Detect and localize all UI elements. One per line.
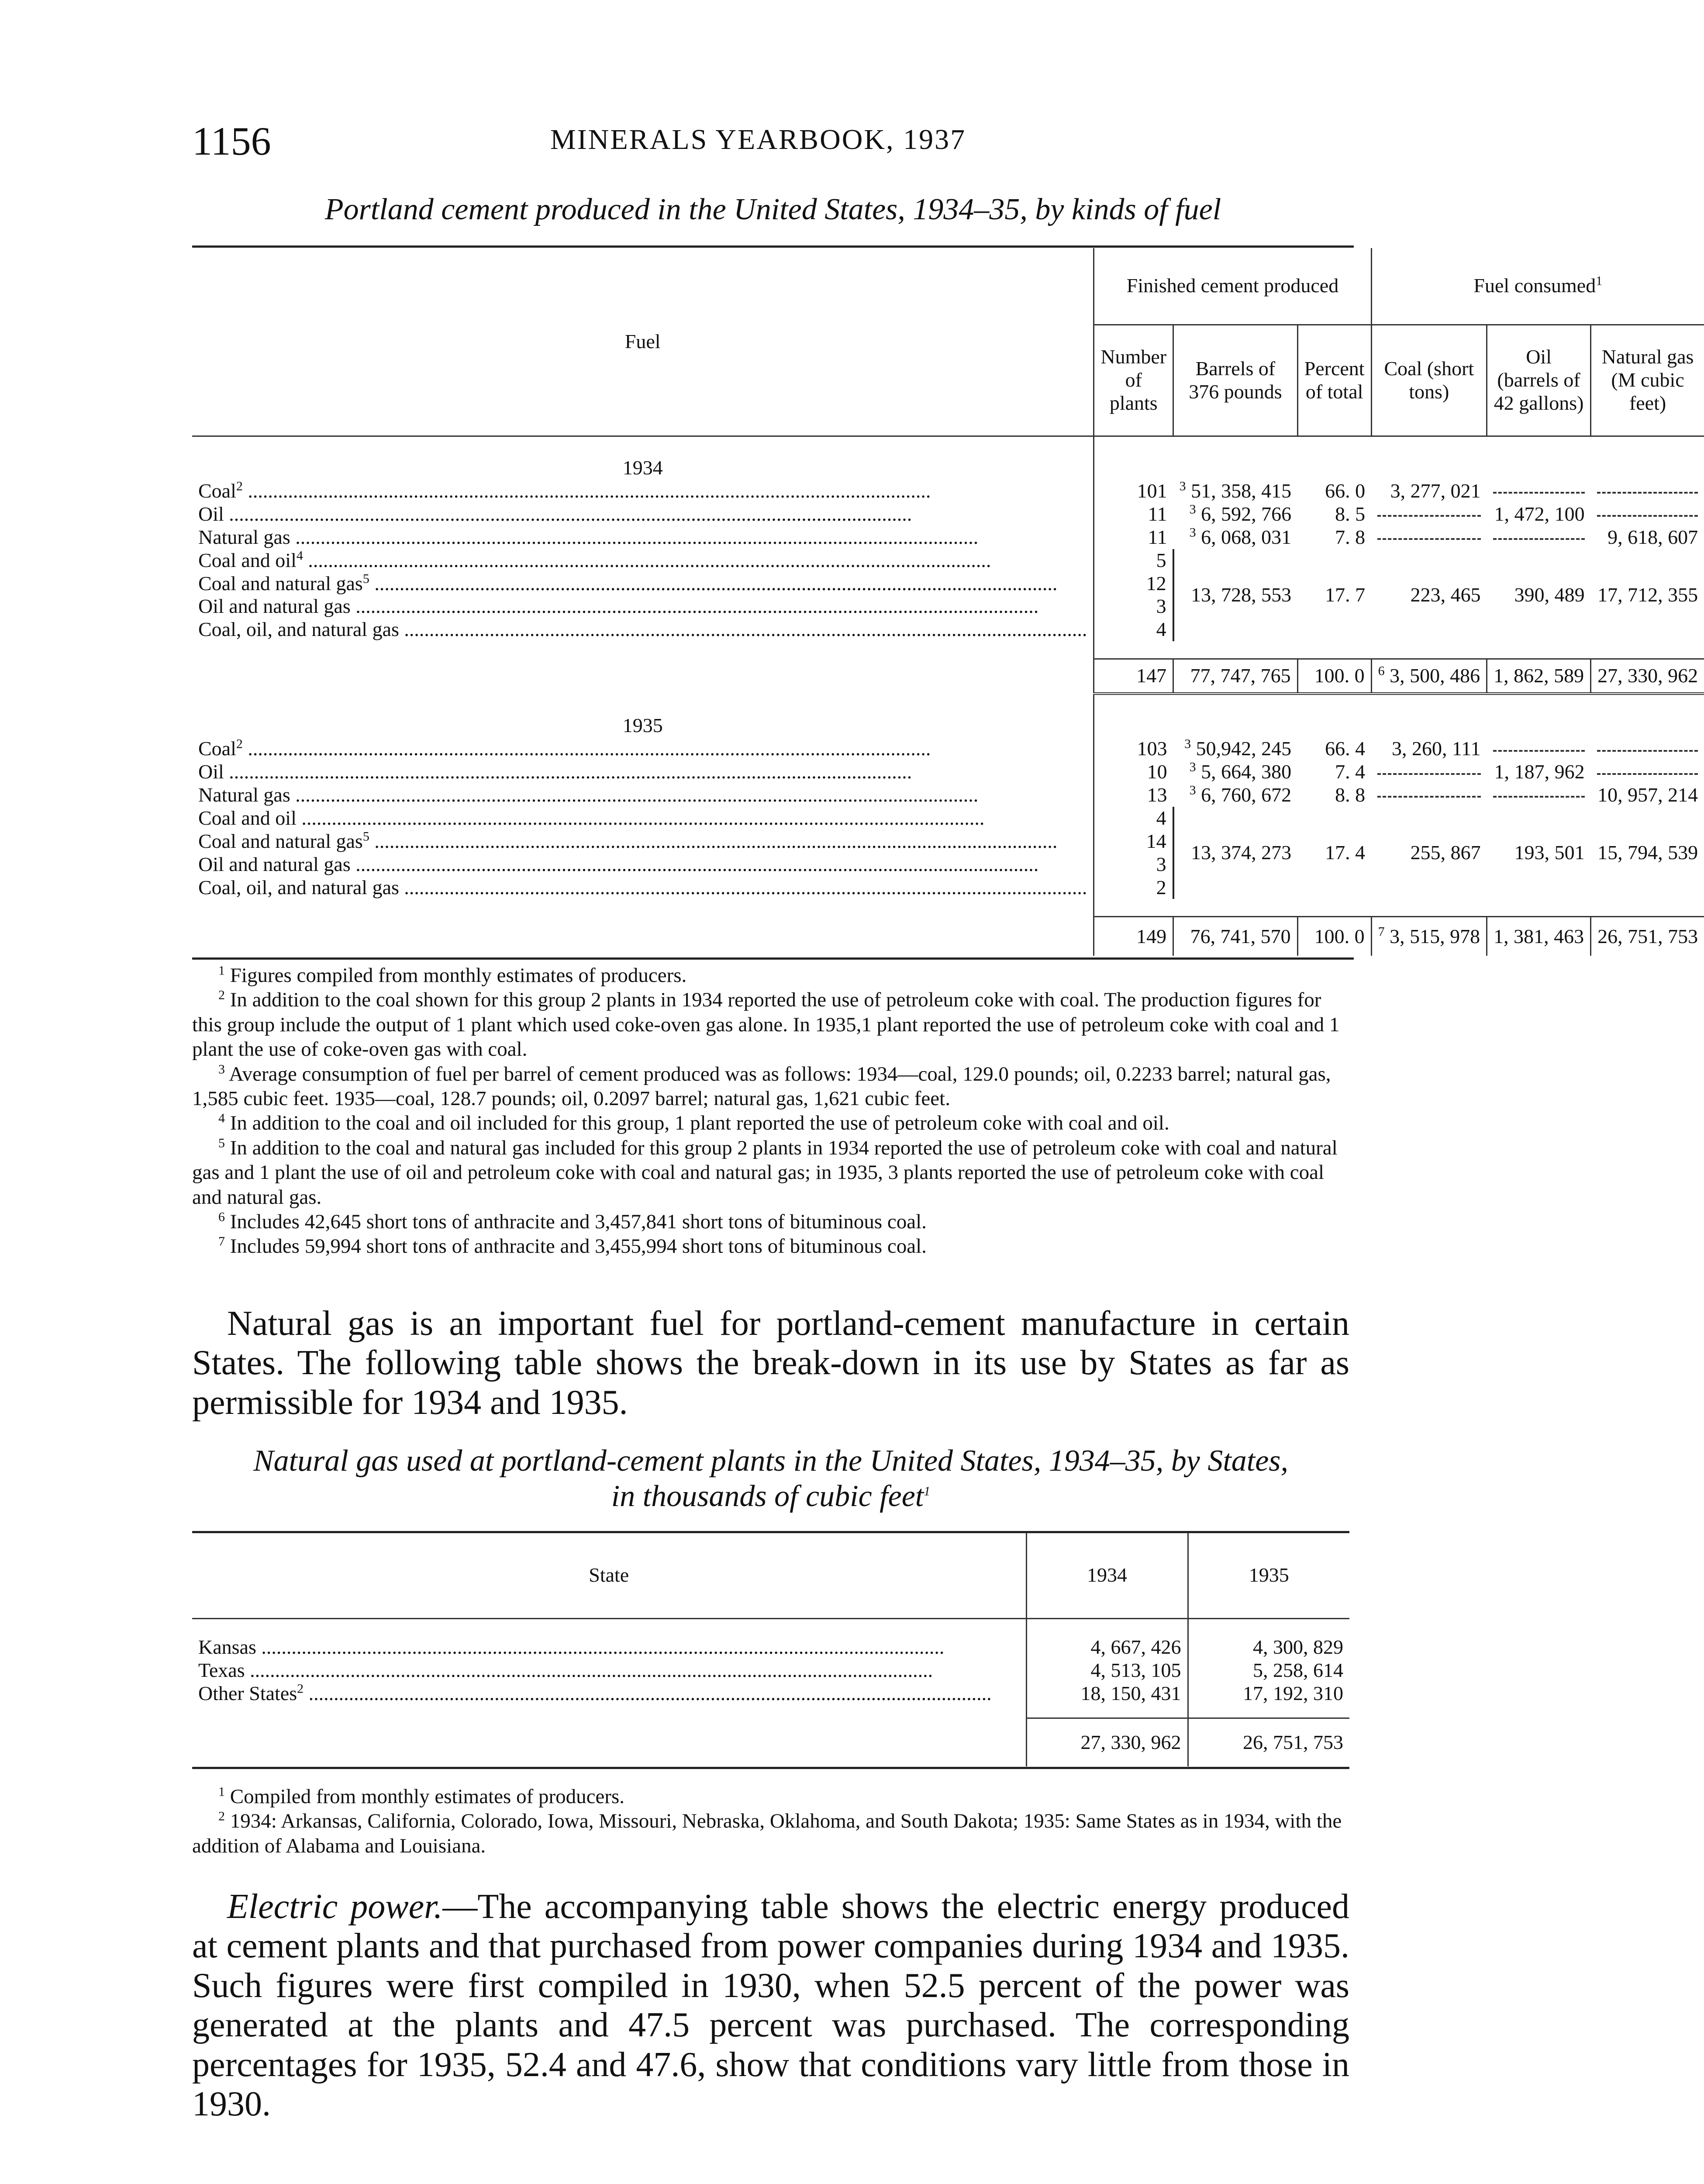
year-row-1935: 1935 xyxy=(192,694,1704,737)
table-row: Coal, oil, and natural gas ..... 2 xyxy=(192,876,1704,899)
table2-total-row: 27, 330, 962 26, 751, 753 xyxy=(192,1718,1349,1766)
table-row: Natural gas ..... 13 $^3$ 6, 760, 672 8. 8 10, 957, 214 xyxy=(192,784,1704,807)
table-row: Oil and natural gas ..... 3 xyxy=(192,853,1704,876)
col-fuel: Fuel xyxy=(192,248,1094,436)
table-row: Coal, oil, and natural gas ..... 4 xyxy=(192,618,1704,641)
table-row: Other States$^2$ ..... 18, 150, 431 17, 192, 310 xyxy=(192,1682,1349,1705)
footnote-2: $^2$ 1934: Arkansas, California, Colorado, Iowa, Missouri, Nebraska, Oklahoma, and South Dakota; 1935: Same States as in 1934, with the addition of Alabama and Louisiana. xyxy=(192,1809,1342,1857)
col-1934: 1934 xyxy=(1026,1533,1188,1618)
table1-top-rule xyxy=(192,245,1354,248)
row-label: Coal$^2$ ..... xyxy=(192,480,1094,503)
table-row: Texas ..... 4, 513, 105 5, 258, 614 xyxy=(192,1659,1349,1682)
col-oil: Oil (barrels of 42 gallons) xyxy=(1487,325,1591,436)
footnote-1: $^1$ Figures compiled from monthly estimates of producers. xyxy=(218,963,687,987)
table2-caption: Natural gas used at portland-cement plants in the United States, 1934–35, by States, in thousands of cubic feet$^1$ xyxy=(253,1444,1289,1513)
footnote-2: $^2$ In addition to the coal shown for this group 2 plants in 1934 reported the use of petroleum coke with coal. The production figures for this group include the output of 1 plant which used coke-oven gas alone. In 1935,1 plant reported the use of petroleum coke with coal and 1 plant the use of coke-oven gas with coal. xyxy=(192,988,1340,1061)
paragraph-electric-power: Electric power.—The accompanying table shows the electric energy produced at cement plants and that purchased from power companies during 1934 and 1935. Such figures were first compiled in 1930, when 52.5 percent of the power was generated at the plants and 47.5 percent was purchased. The corresponding percentages for 1935, 52.4 and 47.6, show that conditions vary little from those in 1930. xyxy=(192,1887,1349,2123)
table-row: Coal and natural gas$^5$ ..... 12 xyxy=(192,572,1704,595)
table-row: Oil ..... 10 $^3$ 5, 664, 380 7. 4 1, 187, 962 xyxy=(192,760,1704,784)
table2-bottom-rule xyxy=(192,1767,1349,1769)
footnote-4: $^4$ In addition to the coal and oil included for this group, 1 plant reported the use of petroleum coke with coal and oil. xyxy=(218,1111,1169,1135)
table1 xyxy=(192,248,1704,956)
col-percent: Percent of total xyxy=(1297,325,1371,436)
footnote-3: $^3$ Average consumption of fuel per barrel of cement produced was as follows: 1934—coal, 129.0 pounds; oil, 0.2233 barrel; natural gas, 1,585 cubic feet. 1935—coal, 128.7 pounds; oil, 0.2097 barrel; natural gas, 1,621 cubic feet. xyxy=(192,1061,1331,1110)
table-row: Coal$^2$ ..... 101 $^3$ 51, 358, 415 66. 0 3, 277, 021 xyxy=(192,480,1704,503)
col-barrels: Barrels of 376 pounds xyxy=(1173,325,1298,436)
table-row: Oil ..... 11 $^3$ 6, 592, 766 8. 5 1, 472, 100 xyxy=(192,503,1704,526)
footnote-5: $^5$ In addition to the coal and natural gas included for this group 2 plants in 1934 reported the use of petroleum coke with coal and natural gas and 1 plant the use of oil and petroleum coke with coal and natural gas; in 1935, 3 plants reported the use of petroleum coke with coal and natural gas. xyxy=(192,1136,1338,1209)
table1-caption: Portland cement produced in the United States, 1934–35, by kinds of fuel xyxy=(324,193,1221,226)
table2-footnotes xyxy=(192,1784,1349,1858)
table-row: Natural gas ..... 11 $^3$ 6, 068, 031 7. 8 9, 618, 607 xyxy=(192,526,1704,549)
table-row: Coal and natural gas$^5$ ..... 14 xyxy=(192,830,1704,853)
table1-bottom-rule xyxy=(192,957,1354,960)
footnote-1: $^1$ Compiled from monthly estimates of producers. xyxy=(218,1784,625,1808)
col-state: State xyxy=(192,1533,1026,1618)
col-gas: Natural gas (M cubic feet) xyxy=(1591,325,1704,436)
col-plants: Number of plants xyxy=(1094,325,1173,436)
book-title: MINERALS YEARBOOK, 1937 xyxy=(550,124,966,156)
footnote-7: $^7$ Includes 59,994 short tons of anthracite and 3,455,994 short tons of bituminous coal. xyxy=(218,1234,927,1258)
col-group-finished: Finished cement produced xyxy=(1094,248,1371,325)
table1-footnotes xyxy=(192,963,1354,1259)
year-label: 1934 xyxy=(622,456,663,479)
mixed-barrels: 13, 728, 553 xyxy=(1173,549,1298,642)
total-row-1935: 149 76, 741, 570 100. 0 $^7$ 3, 515, 978 1, 381, 463 26, 751, 753 xyxy=(192,916,1704,956)
table-row: Coal and oil$^4$ ..... 5 13, 728, 553 17. 7 223, 465 390, 489 17, 712, 355 xyxy=(192,549,1704,572)
col-group-fuel: Fuel consumed$^1$ xyxy=(1371,248,1704,325)
footnote-6: $^6$ Includes 42,645 short tons of anthracite and 3,457,841 short tons of bituminous coal. xyxy=(218,1209,927,1233)
col-coal: Coal (short tons) xyxy=(1371,325,1487,436)
paragraph-natural-gas: Natural gas is an important fuel for portland-cement manufacture in certain States. The following table shows the break-down in its use by States as far as permissible for 1934 and 1935. xyxy=(192,1304,1349,1422)
table-row: Coal$^2$ ..... 103 $^3$ 50,942, 245 66. 4 3, 260, 111 xyxy=(192,737,1704,760)
page-number: 1156 xyxy=(192,119,271,163)
table-row: Kansas ..... 4, 667, 426 4, 300, 829 xyxy=(192,1636,1349,1659)
table2 xyxy=(192,1533,1349,1766)
total-row-1934: 147 77, 747, 765 100. 0 $^6$ 3, 500, 486 1, 862, 589 27, 330, 962 xyxy=(192,659,1704,694)
running-head xyxy=(192,118,1000,170)
table-row: Oil and natural gas ..... 3 xyxy=(192,595,1704,618)
year-row-1934 xyxy=(192,436,1704,480)
section-lead: Electric power. xyxy=(227,1887,443,1926)
table-row: Coal and oil ..... 4 13, 374, 273 17. 4 255, 867 193, 501 15, 794, 539 xyxy=(192,807,1704,830)
col-1935: 1935 xyxy=(1188,1533,1349,1618)
